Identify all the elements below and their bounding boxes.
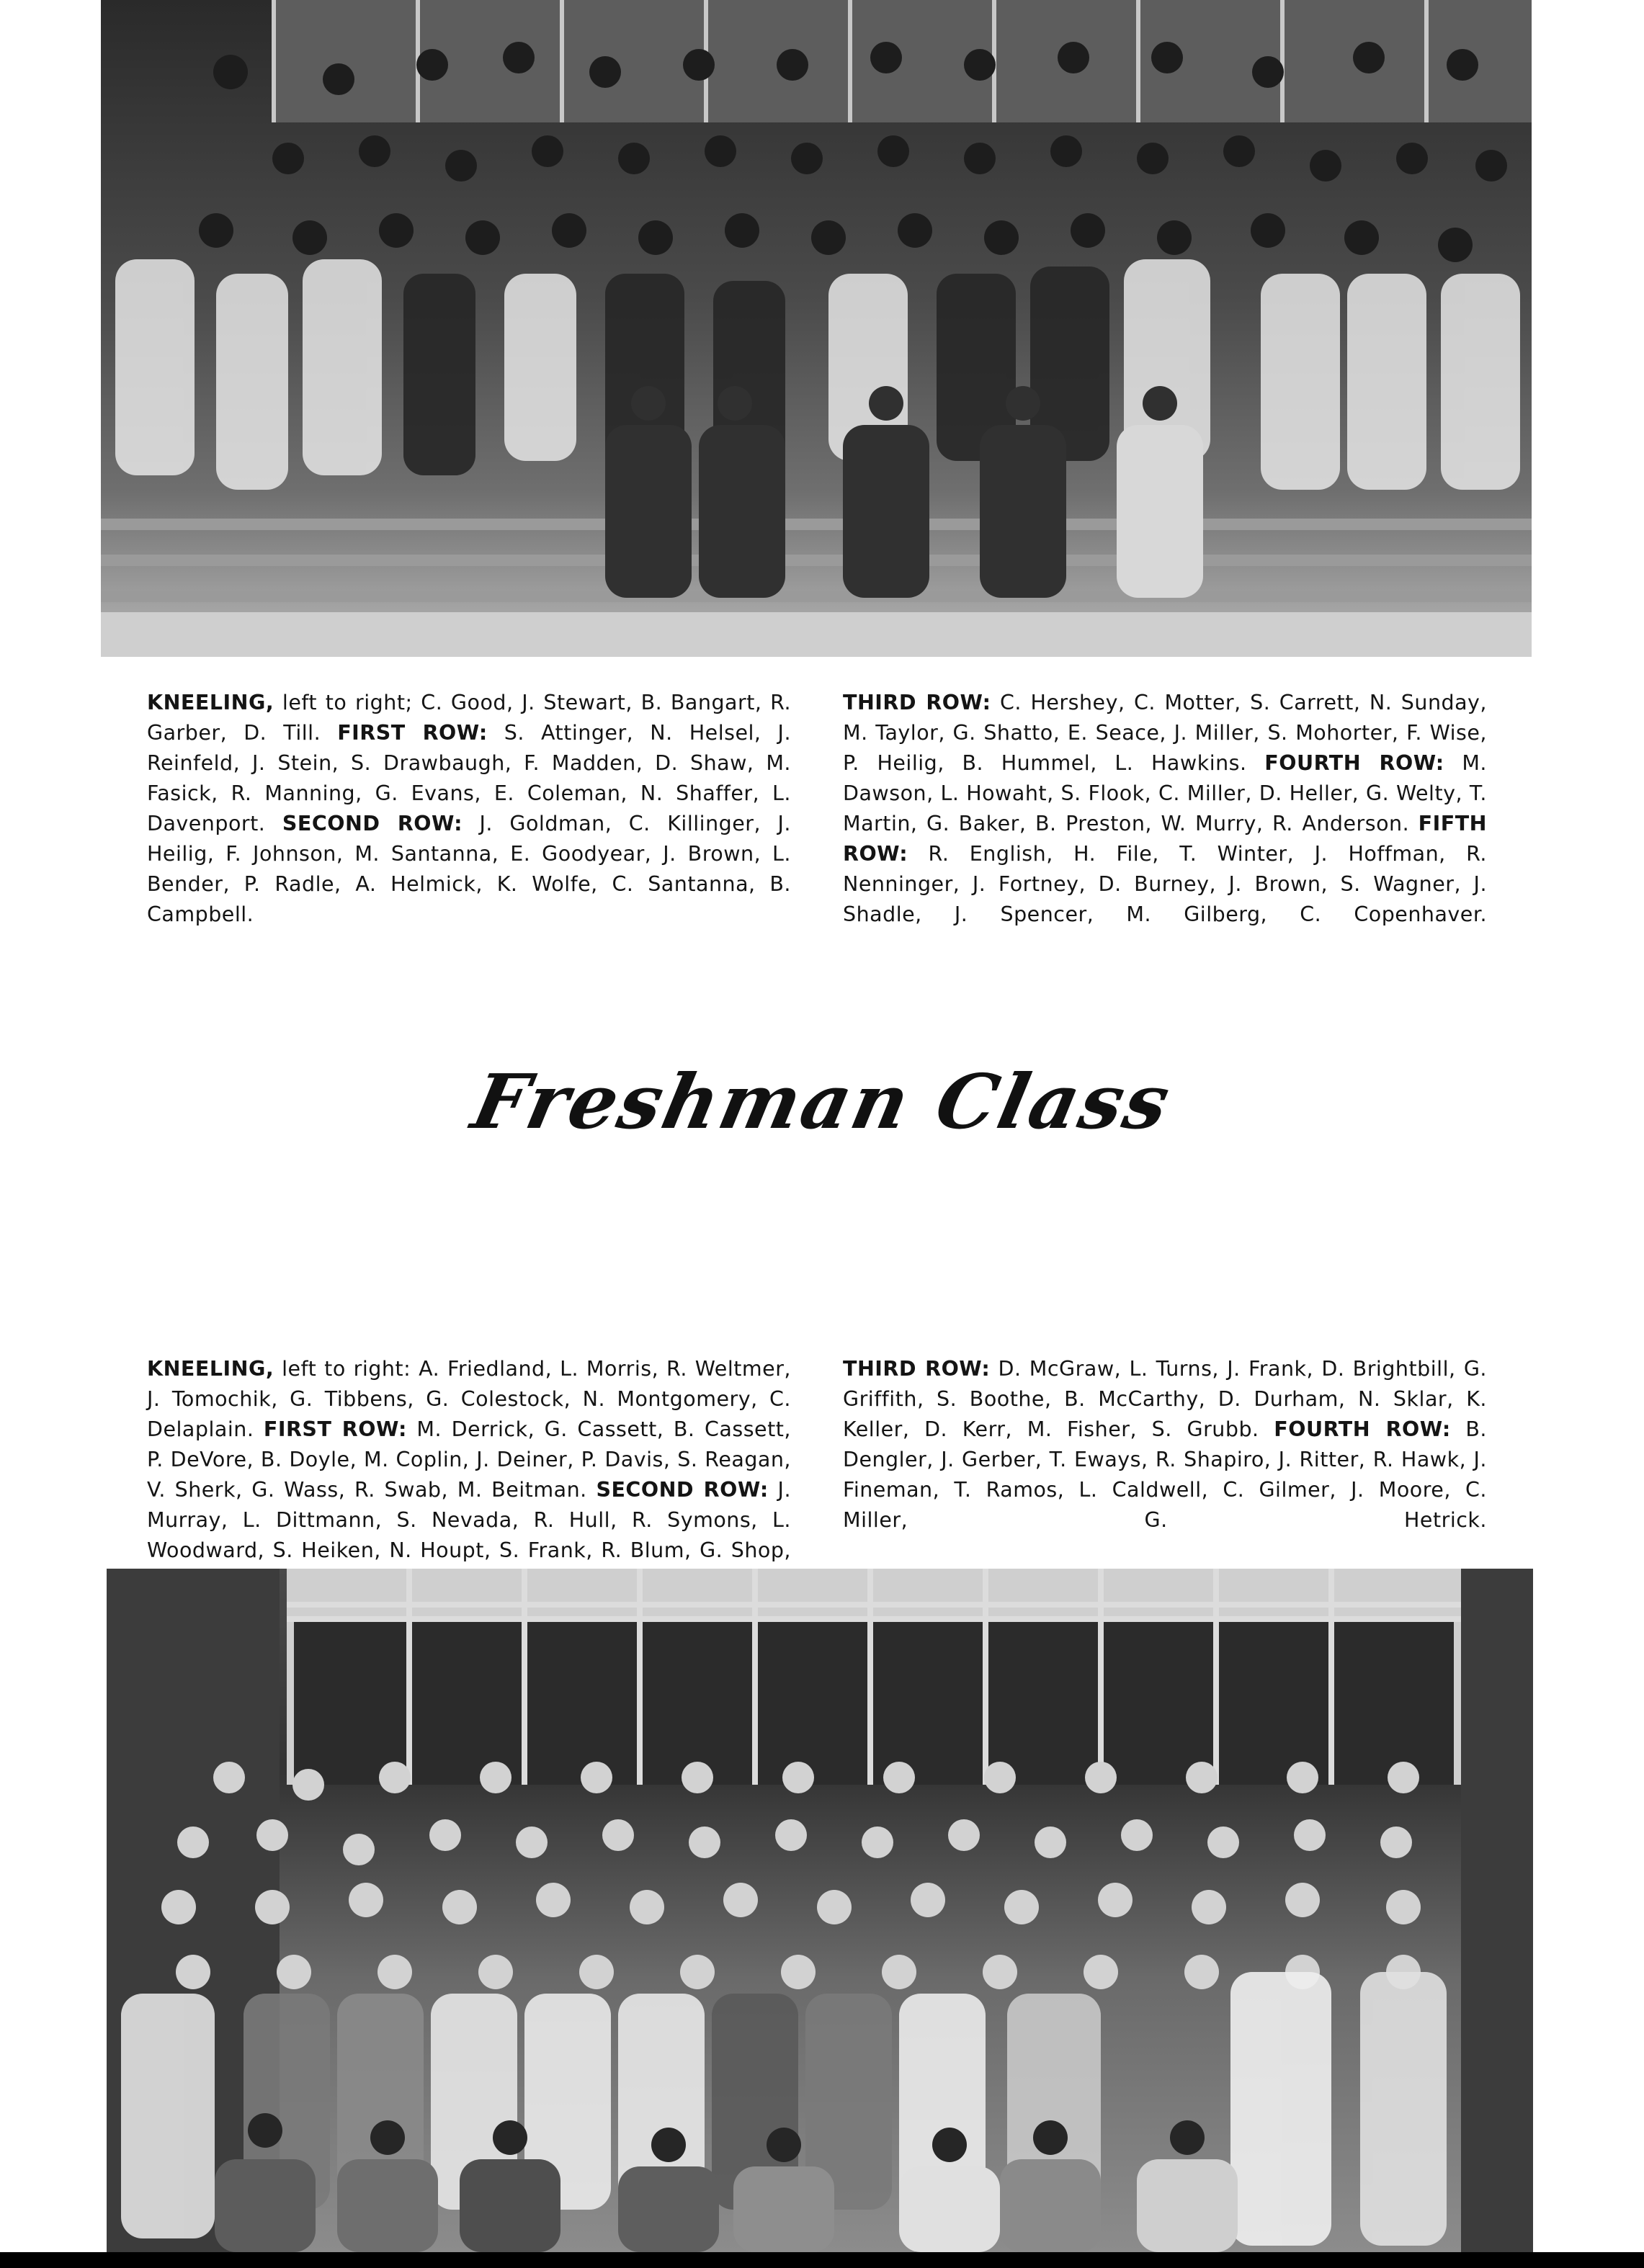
top-caption-fifth-row-label: FIFTH ROW: (843, 812, 1487, 866)
top-caption-kneeling-label: KNEELING, (147, 691, 274, 714)
top-caption-second-row-names: J. Goldman, C. Killinger, J. Heilig, F. Johnson, M. Santanna, E. Goodyear, J. Brown, L. Bender, P. Radle, A. Helmick, K. Wolfe, C. Santanna, B. Campbell. (147, 812, 791, 926)
bottom-caption-third-row-names: D. McGraw, L. Turns, J. Frank, D. Brightbill, G. Griffith, S. Boothe, B. McCarthy, D. Durham, N. Sklar, K. Keller, D. Kerr, M. Fisher, S. Grubb. (843, 1357, 1487, 1441)
bottom-caption-fourth-row-label: FOURTH ROW: (1274, 1417, 1451, 1441)
bottom-caption-first-row-names: M. Derrick, G. Cassett, B. Cassett, P. DeVore, B. Doyle, M. Coplin, J. Deiner, P. Davis, S. Reagan, V. Sherk, G. Wass, R. Swab, M. Beitman. (147, 1417, 791, 1502)
bottom-caption-third-row-label: THIRD ROW: (843, 1357, 991, 1381)
bottom-class-photo (107, 1569, 1533, 2252)
top-caption-fourth-row-label: FOURTH ROW: (1264, 751, 1444, 775)
bottom-caption-kneeling-names: left to right: A. Friedland, L. Morris, R. Weltmer, J. Tomochik, G. Tibbens, G. Colestock, N. Montgomery, C. Delaplain. (147, 1357, 791, 1441)
top-caption-second-row-label: SECOND ROW: (282, 812, 463, 835)
top-caption-left-column (147, 688, 791, 930)
page-title: Freshman Class (465, 1057, 1179, 1146)
bottom-caption-kneeling-label: KNEELING, (147, 1357, 274, 1381)
top-caption-kneeling-names: left to right; C. Good, J. Stewart, B. Bangart, R. Garber, D. Till. (147, 691, 791, 745)
top-caption-third-row-names: C. Hershey, C. Motter, S. Carrett, N. Sunday, M. Taylor, G. Shatto, E. Seace, J. Miller, S. Mohorter, F. Wise, P. Heilig, B. Hummel, L. Hawkins. (843, 691, 1487, 775)
bottom-caption-first-row-label: FIRST ROW: (263, 1417, 407, 1441)
top-caption-right-column (843, 688, 1487, 930)
top-caption-first-row-label: FIRST ROW: (337, 721, 488, 745)
bottom-caption-fourth-row-names: B. Dengler, J. Gerber, T. Eways, R. Shapiro, J. Ritter, R. Hawk, J. Fineman, T. Ramos, L. Caldwell, C. Gilmer, J. Moore, C. Miller, G. Hetrick. (843, 1417, 1487, 1532)
page-bottom-edge (0, 2252, 1644, 2268)
top-caption-third-row-label: THIRD ROW: (843, 691, 991, 714)
bottom-caption-right-column (843, 1354, 1487, 1536)
bottom-photo-illustration (107, 1569, 1533, 2252)
bottom-caption-second-row-label: SECOND ROW: (596, 1478, 769, 1502)
bottom-caption-left-column (147, 1354, 791, 1596)
top-caption-first-row-names: S. Attinger, N. Helsel, J. Reinfeld, J. Stein, S. Drawbaugh, F. Madden, D. Shaw, M. Fasick, R. Manning, G. Evans, E. Coleman, N. Shaffer, L. Davenport. (147, 721, 792, 835)
top-class-photo (101, 0, 1532, 657)
top-photo-illustration (101, 0, 1532, 657)
top-caption-fifth-row-names: R. English, H. File, T. Winter, J. Hoffman, R. Nenninger, J. Fortney, D. Burney, J. Brown, S. Wagner, J. Shadle, J. Spencer, M. Gilberg, C. Copenhaver. (843, 842, 1487, 926)
bottom-caption-second-row-names: J. Murray, L. Dittmann, S. Nevada, R. Hull, R. Symons, L. Woodward, S. Heiken, N. Houpt, S. Frank, R. Blum, G. Shop, (147, 1478, 792, 1562)
top-caption-fourth-row-names: M. Dawson, L. Howaht, S. Flook, C. Miller, D. Heller, G. Welty, T. Martin, G. Baker, B. Preston, W. Murry, R. Anderson. (843, 751, 1487, 835)
